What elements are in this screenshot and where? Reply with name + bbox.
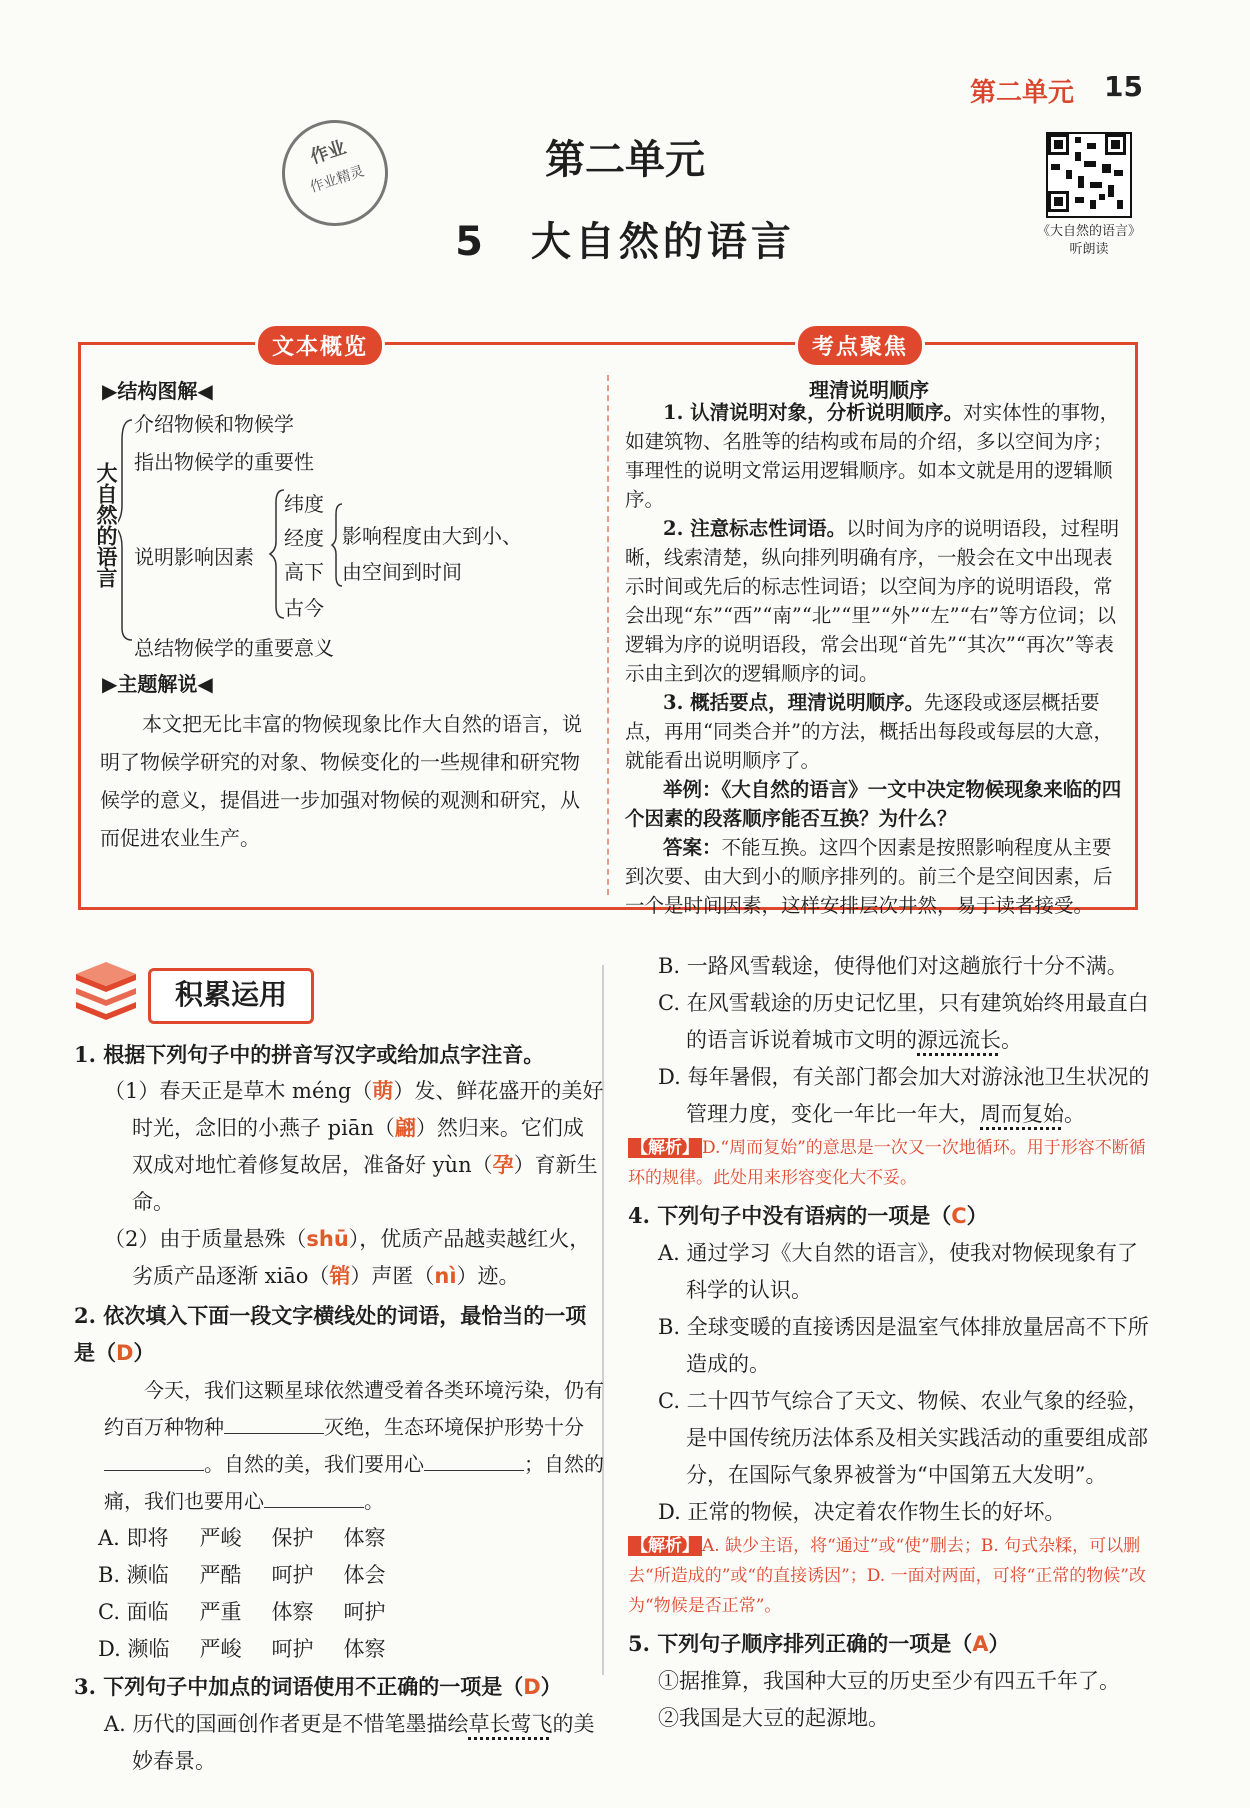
q5-stem-b: ）: [988, 1631, 1010, 1656]
q4-stem-b: ）: [966, 1203, 988, 1228]
q3-d-dotted: 周而复始: [980, 1102, 1064, 1126]
q2-blank-3[interactable]: [424, 1448, 524, 1471]
q3-option-d[interactable]: [628, 1059, 1152, 1133]
practice-right-column: [628, 948, 1152, 1737]
q3-option-b[interactable]: B. 一路风雪载途，使得他们对这趟旅行十分不满。: [658, 954, 1128, 978]
page-number: 15: [1104, 70, 1143, 103]
q2-stem-b: ）: [133, 1340, 155, 1365]
tree-item-4: 总结物候学的重要意义: [134, 636, 334, 660]
q4-option-a[interactable]: A. 通过学习《大自然的语言》，使我对物候现象有了科学的认识。: [658, 1241, 1139, 1302]
q1-sentence-1: [74, 1073, 604, 1221]
factor-latitude: 纬度: [284, 492, 324, 516]
q2-opt-cell: 呵护: [271, 1637, 314, 1661]
q4-analysis-text: A. 缺少主语，将“通过”或“使”删去；B. 句式杂糅，可以删去“所造成的”或“的直接诱因”；D. 一面对两面，可将“正常的物候”改为“物候是否正常”。: [628, 1536, 1146, 1616]
q3-answer: D: [523, 1675, 541, 1699]
q3-stem: [74, 1668, 604, 1706]
q2-opt-cell: 保护: [271, 1526, 314, 1550]
q2-opt-cell: D. 濒临: [98, 1637, 170, 1661]
focus-body: [625, 398, 1123, 920]
q2-option-row[interactable]: [98, 1520, 415, 1557]
q1-s2-a: （2）由于质量悬殊（: [104, 1227, 307, 1251]
example-text: 《大自然的语言》一文中决定物候现象来临的四个因素的段落顺序能否互换？为什么？: [625, 778, 1122, 830]
q3-a-end: 的美妙春景。: [132, 1712, 595, 1773]
q1-s1-c: ）然归来。它们成双成对地忙着修复故居，准备好 yùn（: [132, 1116, 584, 1177]
focus-p3-label: 3. 概括要点，理清说明顺序。: [663, 691, 925, 714]
q2-passage: [74, 1372, 604, 1520]
q4-option-d[interactable]: D. 正常的物候，决定着农作物生长的好坏。: [658, 1500, 1066, 1524]
q2-opt-cell: 呵护: [343, 1600, 386, 1624]
q4-analysis: [628, 1531, 1152, 1621]
q2-passage-3: 。自然的美，我们要用心: [204, 1452, 424, 1476]
q1-stem: 1. 根据下列句子中的拼音写汉字或给加点字注音。: [74, 1042, 545, 1067]
q5-stem: [628, 1625, 1152, 1663]
q2-opt-cell: 严峻: [199, 1526, 242, 1550]
q1-s2-answer-3: nì: [434, 1264, 457, 1288]
section-label: 积累运用: [148, 968, 314, 1024]
tree-item-1: 介绍物候和物候学: [134, 412, 294, 436]
q1-s2-c: ）声匿（: [350, 1264, 435, 1288]
factor-note-2: 由空间到时间: [342, 560, 462, 584]
practice-left-column: [74, 1036, 604, 1780]
stamp-line-2: 作业精灵: [308, 163, 367, 196]
q2-option-row[interactable]: [98, 1594, 415, 1631]
q2-passage-1: 今天，我们这颗星球依然遭受着各类环境污染，仍有约百万种物种: [104, 1378, 604, 1439]
q2-opt-cell: 呵护: [271, 1563, 314, 1587]
q3-option-c[interactable]: [628, 985, 1152, 1059]
focus-p2: 以时间为序的说明语段，过程明晰，线索清楚，纵向排列明确有序，一般会在文中出现表示时间或先后的标志性词语；以空间为序的说明语段，常会出现“东”“西”“南”“北”“里”“外”“左”“右”等方位词；以逻辑为序的说明语段，常会出现“首先”“其次”“再次”等表示由主到次的逻辑顺序的词。: [625, 517, 1120, 685]
qr-caption-title: 《大自然的语言》: [1036, 224, 1141, 239]
unit-title: 第二单元: [545, 137, 705, 183]
q2-opt-cell: A. 即将: [98, 1526, 169, 1550]
answer-label: 答案：: [663, 836, 722, 859]
q2-opt-cell: C. 面临: [98, 1600, 169, 1624]
q3-c-dotted: 源远流长: [917, 1028, 1001, 1052]
q2-opt-cell: 严峻: [199, 1637, 242, 1661]
q3-analysis-text: D.“周而复始”的意思是一次又一次地循环。用于形容不断循环的规律。此处用来形容变化大不妥。: [628, 1138, 1146, 1188]
running-header-unit: 第二单元: [970, 78, 1075, 108]
tree-item-3: 说明影响因素: [134, 545, 254, 569]
theme-heading: ▶主题解说◀: [102, 672, 213, 696]
answer-text: 不能互换。这四个因素是按照影响程度从主要到次要、由大到小的顺序排列的。前三个是空间因素，后一个是时间因素，这样安排层次井然，易于读者接受。: [625, 836, 1113, 917]
q3-stem-a: 3. 下列句子中加点的词语使用不正确的一项是（: [74, 1674, 524, 1699]
focus-p3: 先逐段或逐层概括要点，再用“同类合并”的方法，概括出每段或每层的大意，就能看出说明顺序了。: [625, 691, 1113, 772]
q5-stem-a: 5. 下列句子顺序排列正确的一项是（: [628, 1631, 973, 1656]
q2-opt-cell: 体察: [271, 1600, 314, 1624]
q1-s1-answer-1: 萌: [372, 1079, 394, 1103]
q4-option-c[interactable]: C. 二十四节气综合了天文、物候、农业气象的经验，是中国传统历法体系及相关实践活动的重要组成部分，在国际气象界被誉为“中国第五大发明”。: [658, 1389, 1149, 1487]
q4-answer: C: [951, 1204, 967, 1228]
q3-option-a[interactable]: [74, 1706, 604, 1780]
q3-analysis: [628, 1133, 1152, 1193]
stamp-line-1: 作业: [307, 137, 349, 169]
theme-text: 本文把无比丰富的物候现象比作大自然的语言，说明了物候学研究的对象、物候变化的一些规律和研究物候学的意义，提倡进一步加强对物候的观测和研究，从而促进农业生产。: [100, 712, 582, 850]
q5-item-2: ②我国是大豆的起源地。: [658, 1706, 889, 1730]
q2-passage-5: 。: [364, 1489, 384, 1513]
q2-option-row[interactable]: [98, 1557, 415, 1594]
q2-passage-2: 灭绝，生态环境保护形势十分: [324, 1415, 584, 1439]
q4-stem: [628, 1197, 1152, 1235]
focus-title: 理清说明顺序: [809, 378, 929, 402]
q2-blank-1[interactable]: [224, 1411, 324, 1434]
q3-c-text: C. 在风雪载途的历史记忆里，只有建筑始终用最直白的语言诉说着城市文明的: [658, 991, 1149, 1052]
factor-note-1: 影响程度由大到小、: [342, 524, 522, 548]
q2-answer: D: [116, 1341, 134, 1365]
q1-s1-answer-2: 翩: [394, 1116, 416, 1140]
tree-item-2: 指出物候学的重要性: [134, 450, 314, 474]
text-overview-tag: 文本概览: [258, 326, 382, 365]
q1-s1-answer-3: 孕: [492, 1153, 514, 1177]
q2-opt-cell: 体察: [343, 1637, 386, 1661]
factor-time: 古今: [284, 596, 324, 620]
q1-s1-a: （1）春天正是草木 méng（: [104, 1079, 373, 1103]
q2-stem-a: 2. 依次填入下面一段文字横线处的词语，最恰当的一项是（: [74, 1303, 587, 1365]
q2-opt-cell: B. 濒临: [98, 1563, 169, 1587]
factor-altitude: 高下: [284, 560, 324, 584]
q5-item-1: ①据推算，我国种大豆的历史至少有四五千年了。: [658, 1669, 1120, 1693]
focus-p2-label: 2. 注意标志性词语。: [663, 517, 847, 540]
q2-option-row[interactable]: [98, 1631, 415, 1668]
focus-p1: 对实体性的事物，如建筑物、名胜等的结构或布局的介绍，多以空间为序；事理性的说明文常运用逻辑顺序。如本文就是用的逻辑顺序。: [625, 401, 1120, 511]
q3-c-end: 。: [1001, 1028, 1022, 1052]
q1-s2-answer-1: shū: [306, 1227, 349, 1251]
factor-longitude: 经度: [284, 526, 324, 550]
q2-blank-4[interactable]: [264, 1485, 364, 1508]
q2-opt-cell: 体察: [343, 1526, 386, 1550]
lesson-title: 5 大自然的语言: [455, 219, 795, 265]
q3-d-end: 。: [1064, 1102, 1085, 1126]
q3-a-dotted: 草长莺飞: [468, 1712, 553, 1736]
q2-options: [98, 1520, 415, 1668]
q4-stem-a: 4. 下列句子中没有语病的一项是（: [628, 1203, 952, 1228]
q4-analysis-label: 【解析】: [628, 1536, 702, 1556]
tree-root: 大自然的语言: [94, 462, 119, 588]
q2-opt-cell: 体会: [343, 1563, 386, 1587]
q1-s1-d: ）育新生命。: [132, 1153, 598, 1214]
q1-s1-b: ）发、鲜花盛开的美好时光，念旧的小燕子 piān（: [132, 1079, 604, 1140]
q3-a-text: A. 历代的国画创作者更是不惜笔墨描绘: [104, 1712, 469, 1736]
q2-opt-cell: 严酷: [199, 1563, 242, 1587]
column-divider: [607, 375, 609, 895]
q3-stem-b: ）: [540, 1674, 562, 1699]
structure-heading: ▶结构图解◀: [102, 379, 213, 403]
q1-s2-answer-2: 销: [329, 1264, 351, 1288]
q3-d-text: D. 每年暑假，有关部门都会加大对游泳池卫生状况的管理力度，变化一年比一年大，: [658, 1065, 1150, 1126]
tree-brace: [118, 400, 278, 650]
books-icon: [72, 962, 140, 1020]
q2-opt-cell: 严重: [199, 1600, 242, 1624]
example-label: 举例：: [663, 778, 722, 801]
q2-passage-4: ；自然的痛，我们也要用心: [104, 1452, 604, 1513]
q1-sentence-2: [74, 1221, 604, 1295]
q4-option-b[interactable]: B. 全球变暖的直接诱因是温室气体排放量居高不下所造成的。: [658, 1315, 1149, 1376]
q5-answer: A: [972, 1632, 989, 1656]
q1-s2-d: ）迹。: [456, 1264, 520, 1288]
exam-focus-tag: 考点聚焦: [798, 326, 922, 365]
q2-stem: [74, 1297, 604, 1372]
focus-p1-label: 1. 认清说明对象，分析说明顺序。: [663, 401, 964, 424]
q3-analysis-label: 【解析】: [628, 1138, 702, 1158]
qr-caption-action: 听朗读: [1069, 242, 1109, 257]
q2-blank-2[interactable]: [104, 1448, 204, 1471]
q1-s2-b: ），优质产品越卖越红火，劣质产品逐渐 xiāo（: [132, 1227, 591, 1288]
